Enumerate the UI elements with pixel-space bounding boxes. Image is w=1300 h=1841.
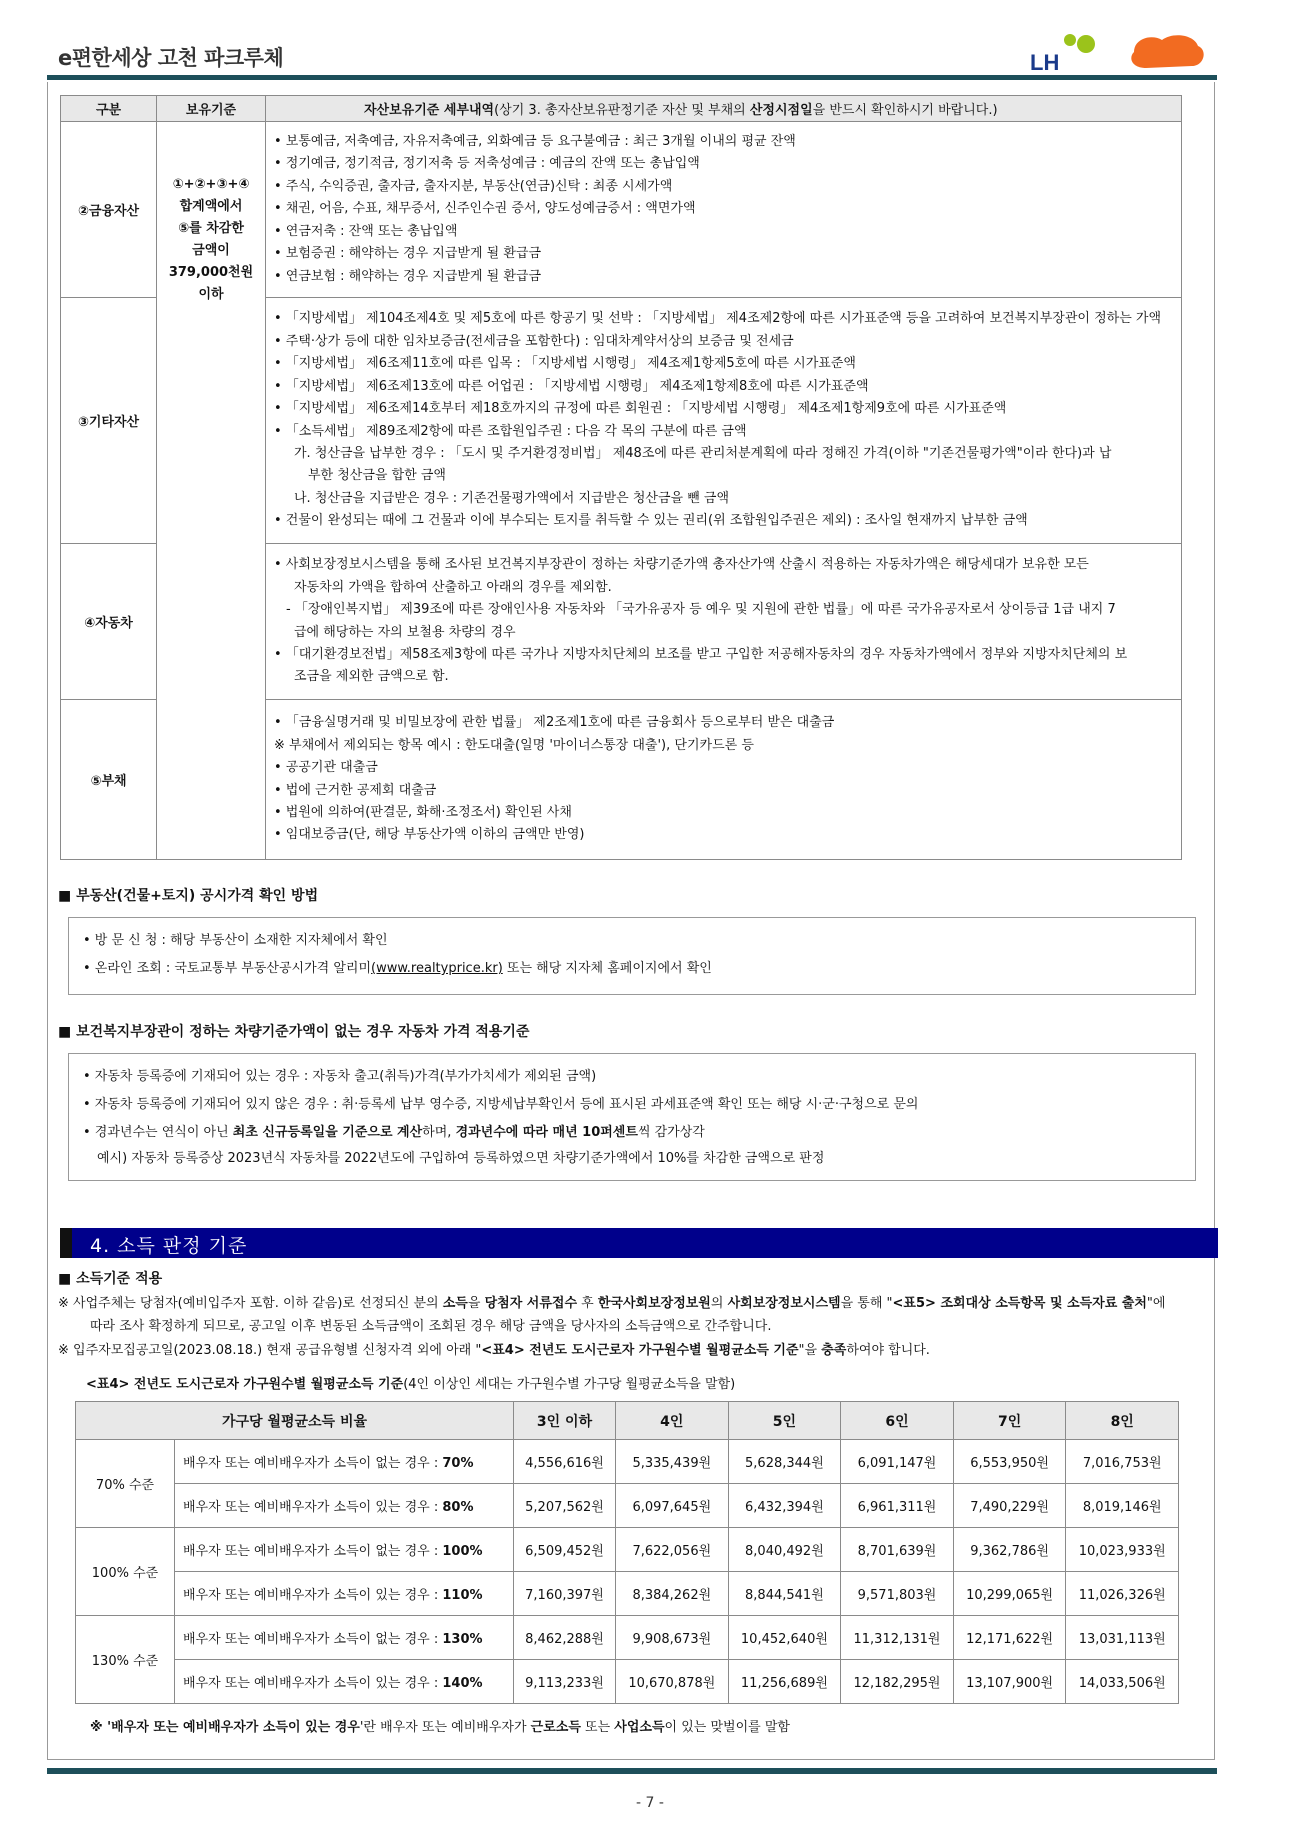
table-row: 배우자 또는 예비배우자가 소득이 있는 경우 : 140% 9,113,233원 10,670,878원 11,256,689원 12,182,295원 13,107,900원 14,033,506원 (76, 1660, 1179, 1704)
list-item: • 「소득세법」 제89조제2항에 따른 조합원입주권 : 다음 각 목의 구분에 따른 금액 (274, 423, 747, 439)
col-header-7: 7인 (953, 1402, 1066, 1440)
list-item: • 「지방세법」 제6조제11호에 따른 입목 : 「지방세법 시행령」 제4조제1항제5호에 따른 시가표준액 (274, 356, 856, 372)
list-item: • 「지방세법」 제6조제13호에 따른 어업권 : 「지방세법 시행령」 제4조제1항제8호에 따른 시가표준액 (274, 378, 869, 394)
list-item: • 법원에 의하여(판결문, 화해·조정조서) 확인된 사채 (274, 804, 572, 820)
list-item: • 온라인 조회 : 국토교통부 부동산공시가격 알리미(www.realtyprice.kr) 또는 해당 지자체 홈페이지에서 확인 (83, 961, 712, 976)
income-subheading: ■ 소득기준 적용 (58, 1271, 163, 1287)
list-item: 급에 해당하는 자의 보철용 차량의 경우 (294, 624, 516, 640)
list-item: 조금을 제외한 금액으로 함. (294, 669, 449, 685)
svg-text:LH: LH (1030, 50, 1060, 74)
table-row: 70% 수준 배우자 또는 예비배우자가 소득이 없는 경우 : 70% 4,556,616원 5,335,439원 5,628,344원 6,091,147원 6,553,950원 7,016,753원 (76, 1440, 1179, 1484)
level-100: 100% 수준 (76, 1528, 175, 1616)
list-item: • 임대보증금(단, 해당 부동산가액 이하의 금액만 반영) (274, 827, 585, 843)
income-footnote: ※ '배우자 또는 예비배우자가 소득이 있는 경우'란 배우자 또는 예비배우자가 근로소득 또는 사업소득이 있는 맞벌이를 말함 (90, 1720, 790, 1735)
col-header-6: 6인 (841, 1402, 954, 1440)
list-item: • 공공기관 대출금 (274, 760, 378, 776)
income-table (75, 1401, 1179, 1704)
list-item: • 보통예금, 저축예금, 자유저축예금, 외화예금 등 요구불예금 : 최근 3개월 이내의 평균 잔액 (274, 134, 796, 150)
list-item: • 방 문 신 청 : 해당 부동산이 소재한 지자체에서 확인 (83, 933, 388, 948)
list-item: • 「대기환경보전법」제58조제3항에 따른 국가나 지방자치단체의 보조를 받고 구입한 저공해자동차의 경우 자동차가액에서 정부와 지방자치단체의 보 (274, 646, 1128, 662)
table-row: 100% 수준 배우자 또는 예비배우자가 소득이 없는 경우 : 100% 6,509,452원 7,622,056원 8,040,492원 8,701,639원 9,362,786원 10,023,933원 (76, 1528, 1179, 1572)
lh-logo (1022, 26, 1212, 74)
asset-standard-table (60, 95, 1182, 860)
list-item: • 채권, 어음, 수표, 채무증서, 신주인수권 증서, 양도성예금증서 : 액면가액 (274, 201, 696, 217)
list-item: • 주식, 수익증권, 출자금, 출자지분, 부동산(연금)신탁 : 최종 시세가액 (274, 178, 673, 194)
list-item: 가. 청산금을 납부한 경우 : 「도시 및 주거환경정비법」 제48조에 따른 관리처분계획에 따라 정해진 가격(이하 "기존건물평가액"이라 한다)과 납 (294, 445, 1112, 461)
realestate-box (68, 917, 1196, 995)
col-header-ratio: 가구당 월평균소득 비율 (76, 1402, 514, 1440)
col-header-4: 4인 (616, 1402, 729, 1440)
list-item: • 자동차 등록증에 기재되어 있지 않은 경우 : 취·등록세 납부 영수증, 지방세납부확인서 등에 표시된 과세표준액 확인 또는 해당 시·군·구청으로 문의 (83, 1097, 919, 1112)
list-item: • 주택·상가 등에 대한 임차보증금(전세금을 포함한다) : 임대차계약서상의 보증금 및 전세금 (274, 333, 794, 349)
income-note-1: ※ 사업주체는 당첨자(예비입주자 포함. 이하 같음)로 선정되신 분의 소득을 당첨자 서류접수 후 한국사회보장정보원의 사회보장정보시스템을 통해 "<표5> 조회대상 소득항목 및 소득자료 출처"에 (58, 1296, 1166, 1311)
page-number: - 7 - (636, 1795, 664, 1811)
col-header-8: 8인 (1066, 1402, 1179, 1440)
document-title: e편한세상 고천 파크루체 (58, 46, 284, 70)
liability-items (266, 700, 1182, 860)
list-item: • 정기예금, 정기적금, 정기저축 등 저축성예금 : 예금의 잔액 또는 총납입액 (274, 156, 700, 172)
other-asset-items (266, 298, 1182, 544)
list-item: • 보험증권 : 해약하는 경우 지급받게 될 환급금 (274, 246, 542, 262)
list-item: 자동차의 가액을 합하여 산출하고 아래의 경우를 제외함. (294, 579, 612, 595)
holding-standard: ①+②+③+④ 합계액에서 ⑤를 차감한 금액이 379,000천원 이하 (157, 122, 266, 860)
header-rule (47, 75, 1217, 80)
list-item: • 경과년수는 연식이 아닌 최초 신규등록일을 기준으로 계산하며, 경과년수에 따라 매년 10퍼센트씩 감가상각 (83, 1125, 705, 1140)
list-item: • 「금융실명거래 및 비밀보장에 관한 법률」 제2조제1호에 따른 금융회사 등으로부터 받은 대출금 (274, 715, 835, 731)
realtyprice-link[interactable]: (www.realtyprice.kr) (371, 961, 503, 976)
col-header-detail: 자산보유기준 세부내역(상기 3. 총자산보유판정기준 자산 및 부채의 산정시점일을 반드시 확인하시기 바랍니다.) (266, 96, 1182, 122)
category-vehicle: ④자동차 (61, 544, 157, 700)
list-item: 나. 청산금을 지급받은 경우 : 기존건물평가액에서 지급받은 청산금을 뺀 금액 (294, 490, 730, 506)
list-item: • 「지방세법」 제104조제4호 및 제5호에 따른 항공기 및 선박 : 「지방세법」 제4조제2항에 따른 시가표준액 등을 고려하여 보건복지부장관이 정하는 가액 (274, 311, 1162, 327)
category-other-assets: ③기타자산 (61, 298, 157, 544)
vehicle-box (68, 1053, 1196, 1181)
level-70: 70% 수준 (76, 1440, 175, 1528)
category-financial: ②금융자산 (61, 122, 157, 298)
table-row: 배우자 또는 예비배우자가 소득이 있는 경우 : 80% 5,207,562원 6,097,645원 6,432,394원 6,961,311원 7,490,229원 8,019,146원 (76, 1484, 1179, 1528)
list-item: • 연금보험 : 해약하는 경우 지급받게 될 환급금 (274, 268, 542, 284)
vehicle-items (266, 544, 1182, 700)
list-item: • 연금저축 : 잔액 또는 총납입액 (274, 223, 458, 239)
table-row: 130% 수준 배우자 또는 예비배우자가 소득이 없는 경우 : 130% 8,462,288원 9,908,673원 10,452,640원 11,312,131원 12,171,622원 13,031,113원 (76, 1616, 1179, 1660)
income-note-2: ※ 입주자모집공고일(2023.08.18.) 현재 공급유형별 신청자격 외에 아래 "<표4> 전년도 도시근로자 가구원수별 월평균소득 기준"을 충족하여야 합니다. (58, 1343, 930, 1358)
col-header-category: 구분 (61, 96, 157, 122)
category-liabilities: ⑤부채 (61, 700, 157, 860)
section-4-title: 4. 소득 판정 기준 (90, 1235, 248, 1257)
table-4-caption: <표4> 전년도 도시근로자 가구원수별 월평균소득 기준(4인 이상인 세대는 가구원수별 가구당 월평균소득을 말함) (86, 1377, 736, 1392)
col-header-5: 5인 (728, 1402, 841, 1440)
list-item: 부한 청산금을 합한 금액 (308, 468, 446, 484)
list-item: • 건물이 완성되는 때에 그 건물과 이에 부수되는 토지를 취득할 수 있는 권리(위 조합원입주권은 제외) : 조사일 현재까지 납부한 금액 (274, 513, 1028, 529)
list-item: ※ 부채에서 제외되는 항목 예시 : 한도대출(일명 '마이너스통장 대출'), 단기카드론 등 (274, 737, 754, 753)
list-item: • 법에 근거한 공제회 대출금 (274, 782, 437, 798)
list-item: • 자동차 등록증에 기재되어 있는 경우 : 자동차 출고(취득)가격(부가가치세가 제외된 금액) (83, 1069, 597, 1084)
list-item: • 「지방세법」 제6조제14호부터 제18호까지의 규정에 따른 회원권 : 「지방세법 시행령」 제4조제1항제9호에 따른 시가표준액 (274, 401, 1007, 417)
financial-items (266, 122, 1182, 298)
list-item: 예시) 자동차 등록증상 2023년식 자동차를 2022년도에 구입하여 등록하였으면 차량기준가액에서 10%를 차감한 금액으로 판정 (97, 1151, 825, 1166)
income-note-1b: 따라 조사 확정하게 되므로, 공고일 이후 변동된 소득금액이 조회된 경우 해당 금액을 당사자의 소득금액으로 간주합니다. (90, 1319, 772, 1334)
section-4-band (60, 1228, 1218, 1258)
vehicle-heading: ■ 보건복지부장관이 정하는 차량기준가액이 없는 경우 자동차 가격 적용기준 (58, 1024, 530, 1040)
col-header-3: 3인 이하 (514, 1402, 616, 1440)
level-130: 130% 수준 (76, 1616, 175, 1704)
realestate-heading: ■ 부동산(건물+토지) 공시가격 확인 방법 (58, 888, 319, 904)
list-item: - 「장애인복지법」 제39조에 따른 장애인사용 자동차와 「국가유공자 등 예우 및 지원에 관한 법률」에 따른 국가유공자로서 상이등급 1급 내지 7 (286, 602, 1116, 618)
list-item: • 사회보장정보시스템을 통해 조사된 보건복지부장관이 정하는 차량기준가액 총자산가액 산출시 적용하는 자동차가액은 해당세대가 보유한 모든 (274, 557, 1089, 573)
footer-rule (47, 1768, 1217, 1774)
section-marker (60, 1228, 72, 1258)
col-header-standard: 보유기준 (157, 96, 266, 122)
table-row: 배우자 또는 예비배우자가 소득이 있는 경우 : 110% 7,160,397원 8,384,262원 8,844,541원 9,571,803원 10,299,065원 11,026,326원 (76, 1572, 1179, 1616)
